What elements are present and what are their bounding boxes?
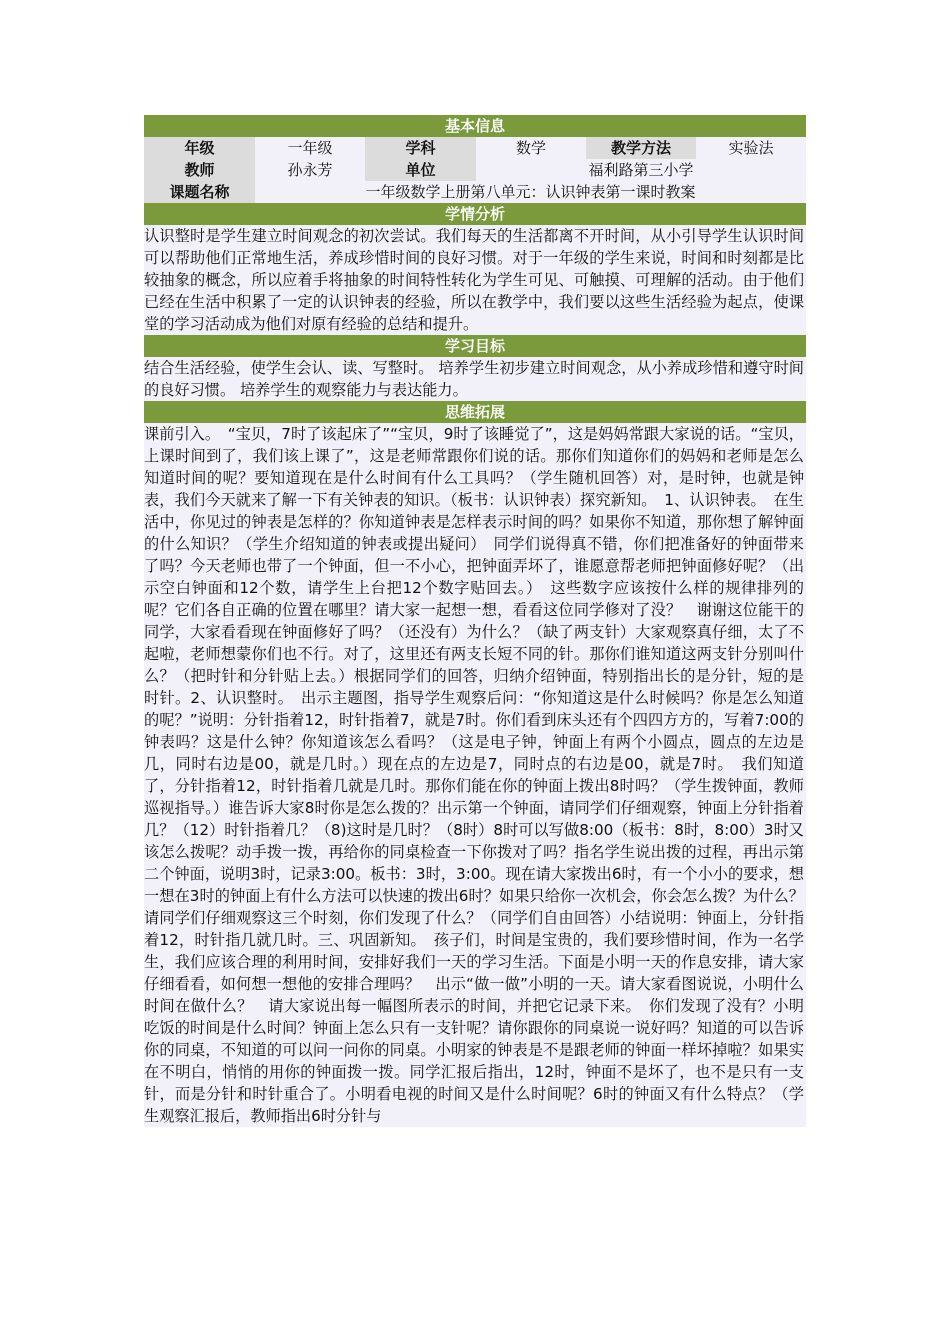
info-row-grade xyxy=(144,137,806,159)
info-row-teacher xyxy=(144,159,806,181)
thinking-text: 课前引入。 “宝贝，7时了该起床了”“宝贝，9时了该睡觉了”，这是妈妈常跟大家说的话。“宝贝，上课时间到了，我们该上课了”，这是老师常跟你们说的话。那你们知道你们的妈妈和老师是怎么知道时间的呢？要知道现在是什么时间有什么工具吗？（学生随机回答）对，是时钟，也就是钟表，我们今天就来了解一下有关钟表的知识。（板书：认识钟表）探究新知。 1、认识钟表。 在生活中，你见过的钟表是怎样的？你知道钟表是怎样表示时间的吗？如果你不知道，那你想了解钟面的什么知识？（学生介绍知道的钟表或提出疑问） 同学们说得真不错，你们把准备好的钟面带来了吗？今天老师也带了一个钟面，但一不小心，把钟面弄坏了，谁愿意帮老师把钟面修好呢？（出示空白钟面和12个数，请学生上台把12个数字贴回去。） 这些数字应该按什么样的规律排列的呢？它们各自正确的位置在哪里？请大家一起想一想，看看这位同学修对了没？ 谢谢这位能干的同学，大家看看现在钟面修好了吗？（还没有）为什么？（缺了两支针）大家观察真仔细，太了不起啦，老师想蒙你们也不行。对了，这里还有两支长短不同的针。那你们谁知道这两支针分别叫什么？（把时针和分针贴上去。）根据同学们的回答，归纳介绍钟面，特别指出长的是分针，短的是时针。2、认识整时。 出示主题图，指导学生观察后问：“你知道这是什么时候吗？你是怎么知道的呢？”说明：分针指着12，时针指着7，就是7时。你们看到床头还有个四四方方的，写着7:00的钟表吗？这是什么钟？你知道该怎么看吗？（这是电子钟，钟面上有两个小圆点，圆点的左边是几，同时右边是00，就是几时。）现在点的左边是7，同时点的右边是00，就是7时。 我们知道了，分针指着12，时针指着几就是几时。那你们能在你的钟面上拨出8时吗？（学生拨钟面，教师巡视指导。）谁告诉大家8时你是怎么拨的？出示第一个钟面，请同学们仔细观察，钟面上分针指着几？（12）时针指着几？（8)这时是几时？（8时）8时可以写做8:00（板书：8时，8:00）3时又该怎么拨呢？动手拨一拨，再给你的同桌检查一下你拨对了吗？指名学生说出拨的过程，再出示第二个钟面，说明3时，记录3:00。板书：3时，3:00。现在请大家拨出6时，有一个小小的要求，想一想在3时的钟面上有什么方法可以快速的拨出6时？如果只给你一次机会，你会怎么拨？为什么？ 请同学们仔细观察这三个时刻，你们发现了什么？（同学们自由回答）小结说明：钟面上，分针指着12，时针指几就几时。三、巩固新知。 孩子们，时间是宝贵的，我们要珍惜时间，作为一名学生，我们应该合理的利用时间，安排好我们一天的学习生活。下面是小明一天的作息安排，请大家仔细看看，如何想一想他的安排合理吗？ 出示“做一做”小明的一天。请大家看图说说，小明什么时间在做什么？ 请大家说出每一幅图所表示的时间，并把它记录下来。 你们发现了没有？小明吃饭的时间是什么时间？钟面上怎么只有一支针呢？请你跟你的同桌说一说好吗？知道的可以告诉你的同桌，不知道的可以问一问你的同桌。小明家的钟表是不是跟老师的钟面一样坏掉啦？如果实在不明白，悄悄的用你的钟面拨一拨。同学汇报后指出，12时，钟面不是坏了，也不是只有一支针，而是分针和时针重合了。小明看电视的时间又是什么时间呢？6时的钟面又有什么特点？（学生观察汇报后，教师指出6时分针与 xyxy=(144,425,820,1125)
goals-header: 学习目标 xyxy=(144,335,806,357)
basic-info-header: 基本信息 xyxy=(144,115,806,137)
info-row-topic xyxy=(144,181,806,203)
basic-info-table xyxy=(144,137,806,203)
thinking-header: 思维拓展 xyxy=(144,401,806,423)
unit-label: 单位 xyxy=(365,159,476,181)
method-value: 实验法 xyxy=(696,137,806,159)
teacher-label: 教师 xyxy=(144,159,255,181)
teacher-value: 孙永芳 xyxy=(255,159,365,181)
topic-label: 课题名称 xyxy=(144,181,255,203)
subject-value: 数学 xyxy=(476,137,586,159)
topic-value: 一年级数学上册第八单元：认识钟表第一课时教案 xyxy=(255,181,806,203)
method-label: 教学方法 xyxy=(586,137,696,159)
analysis-text: 认识整时是学生建立时间观念的初次尝试。我们每天的生活都离不开时间，从小引导学生认识时间可以帮助他们正常地生活，养成珍惜时间的良好习惯。对于一年级的学生来说，时间和时刻都是比较抽象的概念，所以应着手将抽象的时间特性转化为学生可见、可触摸、可理解的活动。由于他们已经在生活中积累了一定的认识钟表的经验，所以在教学中，我们要以这些生活经验为起点，使课堂的学习活动成为他们对原有经验的总结和提升。 xyxy=(144,227,804,333)
subject-label: 学科 xyxy=(365,137,476,159)
lesson-plan-document xyxy=(144,115,820,1127)
grade-value: 一年级 xyxy=(255,137,365,159)
unit-value: 福利路第三小学 xyxy=(476,159,806,181)
grade-label: 年级 xyxy=(144,137,255,159)
goals-text: 结合生活经验，使学生会认、读、写整时。 培养学生初步建立时间观念，从小养成珍惜和遵守时间的良好习惯。 培养学生的观察能力与表达能力。 xyxy=(144,359,804,399)
analysis-header: 学情分析 xyxy=(144,203,806,225)
